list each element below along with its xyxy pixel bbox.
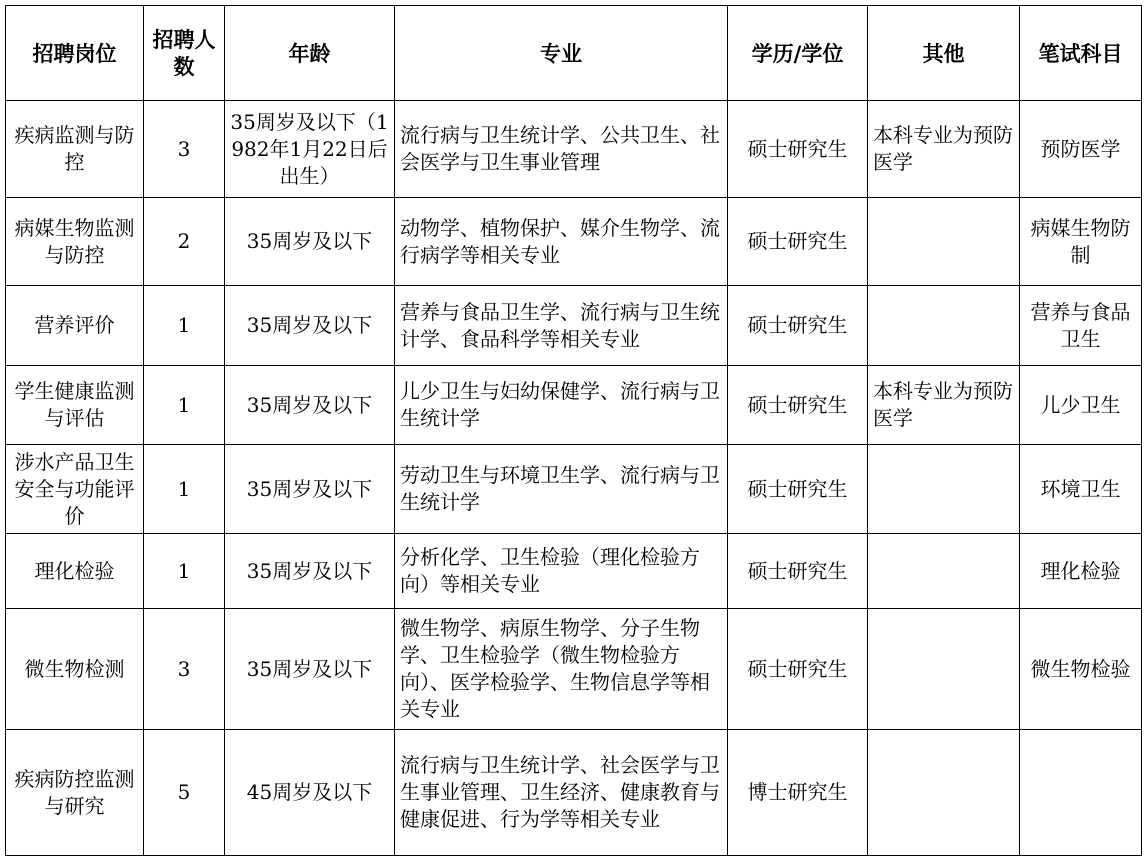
count-cell: 1	[144, 534, 225, 609]
other-cell: 本科专业为预防医学	[868, 101, 1020, 198]
degree-cell: 硕士研究生	[728, 198, 868, 286]
header-count: 招聘人数	[144, 6, 225, 101]
table-row	[6, 366, 1142, 445]
degree-cell: 博士研究生	[728, 730, 868, 856]
header-row	[6, 6, 1142, 101]
table-row	[6, 609, 1142, 730]
exam-cell: 营养与食品卫生	[1020, 286, 1142, 366]
count-cell: 1	[144, 445, 225, 534]
table-row	[6, 101, 1142, 198]
header-age: 年龄	[225, 6, 395, 101]
other-cell	[868, 534, 1020, 609]
post-cell: 微生物检测	[6, 609, 144, 730]
major-cell: 劳动卫生与环境卫生学、流行病与卫生统计学	[395, 445, 728, 534]
exam-cell: 微生物检验	[1020, 609, 1142, 730]
age-cell: 35周岁及以下	[225, 445, 395, 534]
table-row	[6, 445, 1142, 534]
other-cell	[868, 609, 1020, 730]
other-cell	[868, 445, 1020, 534]
exam-cell: 理化检验	[1020, 534, 1142, 609]
post-cell: 理化检验	[6, 534, 144, 609]
exam-cell	[1020, 730, 1142, 856]
age-cell: 45周岁及以下	[225, 730, 395, 856]
table-row	[6, 198, 1142, 286]
count-cell: 3	[144, 101, 225, 198]
header-major: 专业	[395, 6, 728, 101]
post-cell: 疾病监测与防控	[6, 101, 144, 198]
header-post: 招聘岗位	[6, 6, 144, 101]
count-cell: 5	[144, 730, 225, 856]
major-cell: 微生物学、病原生物学、分子生物学、卫生检验学（微生物检验方向）、医学检验学、生物信息学等相关专业	[395, 609, 728, 730]
age-cell: 35周岁及以下	[225, 609, 395, 730]
post-cell: 病媒生物监测与防控	[6, 198, 144, 286]
major-cell: 流行病与卫生统计学、社会医学与卫生事业管理、卫生经济、健康教育与健康促进、行为学等相关专业	[395, 730, 728, 856]
post-cell: 疾病防控监测与研究	[6, 730, 144, 856]
table-row	[6, 730, 1142, 856]
degree-cell: 硕士研究生	[728, 286, 868, 366]
count-cell: 1	[144, 286, 225, 366]
age-cell: 35周岁及以下	[225, 366, 395, 445]
age-cell: 35周岁及以下（1982年1月22日后出生）	[225, 101, 395, 198]
post-cell: 学生健康监测与评估	[6, 366, 144, 445]
exam-cell: 儿少卫生	[1020, 366, 1142, 445]
table-row	[6, 534, 1142, 609]
header-degree: 学历/学位	[728, 6, 868, 101]
exam-cell: 病媒生物防制	[1020, 198, 1142, 286]
exam-cell: 环境卫生	[1020, 445, 1142, 534]
major-cell: 动物学、植物保护、媒介生物学、流行病学等相关专业	[395, 198, 728, 286]
degree-cell: 硕士研究生	[728, 101, 868, 198]
count-cell: 3	[144, 609, 225, 730]
degree-cell: 硕士研究生	[728, 366, 868, 445]
major-cell: 流行病与卫生统计学、公共卫生、社会医学与卫生事业管理	[395, 101, 728, 198]
header-exam: 笔试科目	[1020, 6, 1142, 101]
exam-cell: 预防医学	[1020, 101, 1142, 198]
header-other: 其他	[868, 6, 1020, 101]
post-cell: 营养评价	[6, 286, 144, 366]
other-cell: 本科专业为预防医学	[868, 366, 1020, 445]
table-row	[6, 286, 1142, 366]
age-cell: 35周岁及以下	[225, 286, 395, 366]
degree-cell: 硕士研究生	[728, 445, 868, 534]
recruitment-table	[5, 5, 1142, 856]
major-cell: 分析化学、卫生检验（理化检验方向）等相关专业	[395, 534, 728, 609]
count-cell: 2	[144, 198, 225, 286]
other-cell	[868, 286, 1020, 366]
post-cell: 涉水产品卫生安全与功能评价	[6, 445, 144, 534]
count-cell: 1	[144, 366, 225, 445]
major-cell: 营养与食品卫生学、流行病与卫生统计学、食品科学等相关专业	[395, 286, 728, 366]
major-cell: 儿少卫生与妇幼保健学、流行病与卫生统计学	[395, 366, 728, 445]
other-cell	[868, 730, 1020, 856]
degree-cell: 硕士研究生	[728, 534, 868, 609]
other-cell	[868, 198, 1020, 286]
age-cell: 35周岁及以下	[225, 198, 395, 286]
age-cell: 35周岁及以下	[225, 534, 395, 609]
degree-cell: 硕士研究生	[728, 609, 868, 730]
